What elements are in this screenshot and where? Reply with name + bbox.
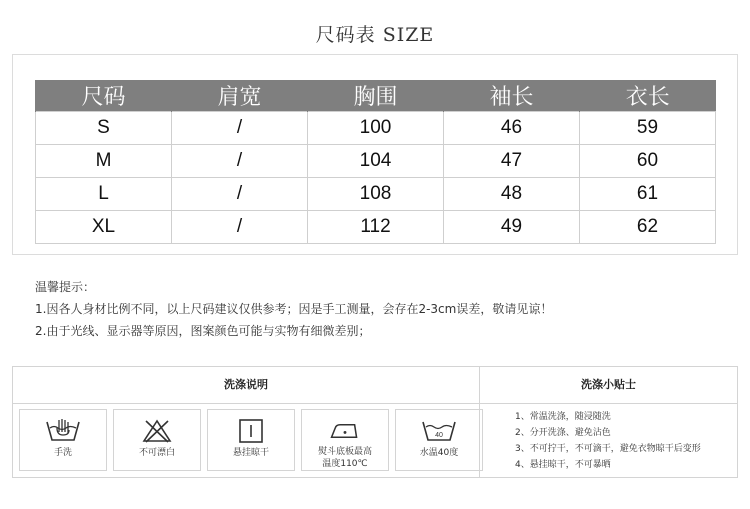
care-instructions-panel bbox=[12, 366, 738, 478]
table-cell: 59 bbox=[580, 112, 716, 145]
header-sleeve: 袖长 bbox=[444, 80, 580, 112]
care-icons-row bbox=[19, 409, 489, 471]
table-row bbox=[36, 211, 716, 244]
table-cell: XL bbox=[36, 211, 172, 244]
table-cell: / bbox=[172, 112, 308, 145]
no-bleach-icon bbox=[139, 418, 175, 444]
table-cell: 49 bbox=[444, 211, 580, 244]
care-icon-label: 不可漂白 bbox=[138, 448, 175, 458]
table-cell: 60 bbox=[580, 145, 716, 178]
table-row bbox=[36, 145, 716, 178]
care-icon-label: 熨斗底板最高 温度110℃ bbox=[317, 447, 372, 469]
care-title: 洗涤说明 bbox=[224, 378, 268, 391]
care-icon-label: 手洗 bbox=[53, 448, 72, 458]
size-table-header-row bbox=[36, 80, 716, 112]
care-tips-title: 洗涤小贴士 bbox=[581, 378, 636, 391]
table-cell: 104 bbox=[308, 145, 444, 178]
care-icon-cell bbox=[113, 409, 201, 471]
table-cell: 112 bbox=[308, 211, 444, 244]
table-cell: 108 bbox=[308, 178, 444, 211]
tips-heading: 温馨提示： bbox=[35, 280, 96, 294]
table-cell: S bbox=[36, 112, 172, 145]
care-icon-label: 水温40度 bbox=[419, 448, 459, 458]
table-row bbox=[36, 178, 716, 211]
header-shoulder: 肩宽 bbox=[172, 80, 308, 112]
tips-line: 2.由于光线、显示器等原因，图案颜色可能与实物有细微差别； bbox=[35, 324, 371, 338]
care-icon-label: 悬挂晾干 bbox=[232, 448, 269, 458]
care-tips-list bbox=[515, 409, 701, 473]
table-cell: M bbox=[36, 145, 172, 178]
list-item: 1、常温洗涤，随浸随洗 bbox=[515, 412, 611, 422]
size-table bbox=[35, 80, 716, 244]
iron-icon bbox=[327, 418, 363, 443]
table-cell: 100 bbox=[308, 112, 444, 145]
table-row bbox=[36, 112, 716, 145]
table-cell: / bbox=[172, 211, 308, 244]
care-icon-cell bbox=[19, 409, 107, 471]
wash-40-icon bbox=[421, 418, 457, 444]
table-cell: / bbox=[172, 145, 308, 178]
divider bbox=[13, 403, 737, 404]
list-item: 4、悬挂晾干，不可暴晒 bbox=[515, 460, 611, 470]
tips-section bbox=[35, 276, 552, 342]
page-title: 尺码表 SIZE bbox=[315, 24, 435, 46]
table-cell: / bbox=[172, 178, 308, 211]
table-cell: 48 bbox=[444, 178, 580, 211]
hand-wash-icon bbox=[45, 418, 81, 444]
table-cell: 47 bbox=[444, 145, 580, 178]
table-cell: 46 bbox=[444, 112, 580, 145]
list-item: 3、不可拧干，不可滴干，避免衣物晾干后变形 bbox=[515, 444, 701, 454]
table-cell: L bbox=[36, 178, 172, 211]
care-icon-cell bbox=[207, 409, 295, 471]
table-cell: 61 bbox=[580, 178, 716, 211]
header-size: 尺码 bbox=[36, 80, 172, 112]
table-cell: 62 bbox=[580, 211, 716, 244]
header-chest: 胸围 bbox=[308, 80, 444, 112]
tips-line: 1.因各人身材比例不同，以上尺码建议仅供参考；因是手工测量，会存在2-3cm误差，敬请见谅！ bbox=[35, 302, 553, 316]
wash-temp-badge: 40 bbox=[435, 432, 443, 439]
header-length: 衣长 bbox=[580, 80, 716, 112]
care-icon-cell bbox=[301, 409, 389, 471]
list-item: 2、分开洗涤、避免沾色 bbox=[515, 428, 611, 438]
care-icon-cell bbox=[395, 409, 483, 471]
hang-dry-icon bbox=[233, 418, 269, 444]
